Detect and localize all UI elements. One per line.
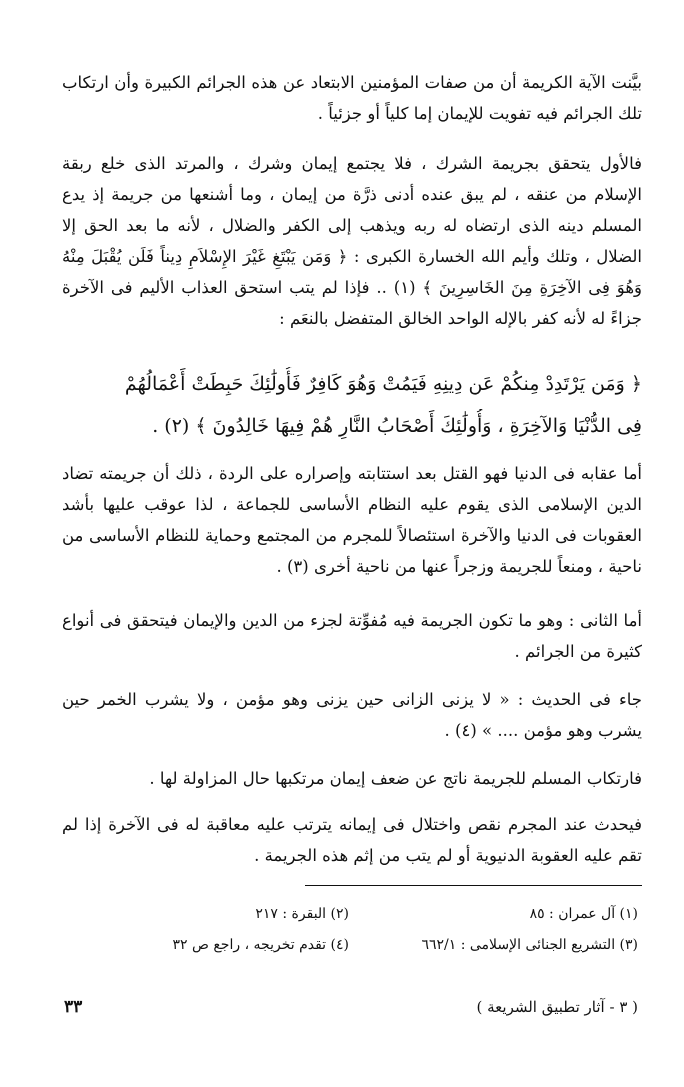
paragraph-intro: بيَّنت الآية الكريمة أن من صفات المؤمنين الابتعاد عن هذه الجرائم الكبيرة وأن ارتكاب تلك الجرائم فيه تفويت للإيمان إما كلياً أو جزئياً .: [62, 73, 642, 123]
footnote-4: (٤) تقدم تخريجه ، راجع ص ٣٢: [172, 937, 349, 953]
paragraph-second-type: أما الثانى : وهو ما تكون الجريمة فيه مُفوِّتة لجزء من الدين والإيمان فيتحقق فى أنواع كثيرة من الجرائم .: [62, 611, 642, 661]
footnote-2: (٢) البقرة : ٢١٧: [255, 906, 349, 922]
paragraph-hadith: جاء فى الحديث : « لا يزنى الزانى حين يزنى وهو مؤمن ، ولا يشرب الخمر حين يشرب وهو مؤمن .... » (٤) .: [62, 690, 642, 740]
quran-verse-line-2: فِى الدُّنْيَا وَالآخِرَةِ ، وَأُولَٰئِكَ أَصْحَابُ النَّارِ هُمْ فِيهَا خَالِدُونَ ﴾ (٢) .: [152, 415, 642, 437]
footnote-separator: [305, 885, 642, 886]
paragraph-first-type: فالأول يتحقق بجريمة الشرك ، فلا يجتمع إيمان وشرك ، والمرتد الذى خلع ربقة الإسلام من عنقه ، لم يبق عنده أدنى ذرَّة من إيمان ، وما أشنعها من جريمة إذ يدع المسلم دينه الذى ارتضاه له ربه ويذهب إلى الكفر والضلال ، لأنه ما بعد الحق إلا الضلال ، وتلك وأيم الله الخسارة الكبرى : ﴿ وَمَن يَبْتَغِ غَيْرَ الإِسْلاَمِ دِيناً فَلَن يُقْبَلَ مِنْهُ وَهُوَ فِى الآخِرَةِ مِنَ الخَاسِرِينَ ﴾ (١) .. فإذا لم يتب استحق العذاب الأليم فى الآخرة جزاءً له لأنه كفر بالإله الواحد الخالق المتفضل بالنعَم :: [62, 154, 642, 328]
footnote-1: (١) آل عمران : ٨٥: [529, 906, 638, 922]
footnote-3: (٣) التشريع الجنائى الإسلامى : ٦٦٢/١: [421, 937, 638, 953]
running-footer-title: ( ٣ - آثار تطبيق الشريعة ): [476, 998, 638, 1016]
paragraph-consequence: فيحدث عند المجرم نقص واختلال فى إيمانه يترتب عليه معاقبة له فى الآخرة إذا لم تقم عليه العقوبة الدنيوية أو لم يتب من إثم هذه الجريمة .: [62, 815, 642, 865]
paragraph-worldly-punishment: أما عقابه فى الدنيا فهو القتل بعد استتابته وإصراره على الردة ، ذلك أن جريمته تضاد الدين الإسلامى الذى يقوم عليه النظام الأساسى للجماعة ، لذا عوقب عليها بأشد العقوبات فى الدنيا والآخرة استئصالاً للمجرم من المجتمع وحماية للنظام الأساسى من ناحية ، ومنعاً للجريمة وزجراً عنها من ناحية أخرى (٣) .: [62, 464, 642, 576]
quran-verse-line-1: ﴿ وَمَن يَرْتَدِدْ مِنكُمْ عَن دِينِهِ فَيَمُتْ وَهُوَ كَافِرٌ فَأُولَٰئِكَ حَبِطَتْ أَعْمَالُهُمْ: [124, 373, 642, 395]
paragraph-weak-faith: فارتكاب المسلم للجريمة ناتج عن ضعف إيمان مرتكبها حال المزاولة لها .: [149, 769, 642, 788]
page-number: ٣٣: [64, 997, 83, 1017]
